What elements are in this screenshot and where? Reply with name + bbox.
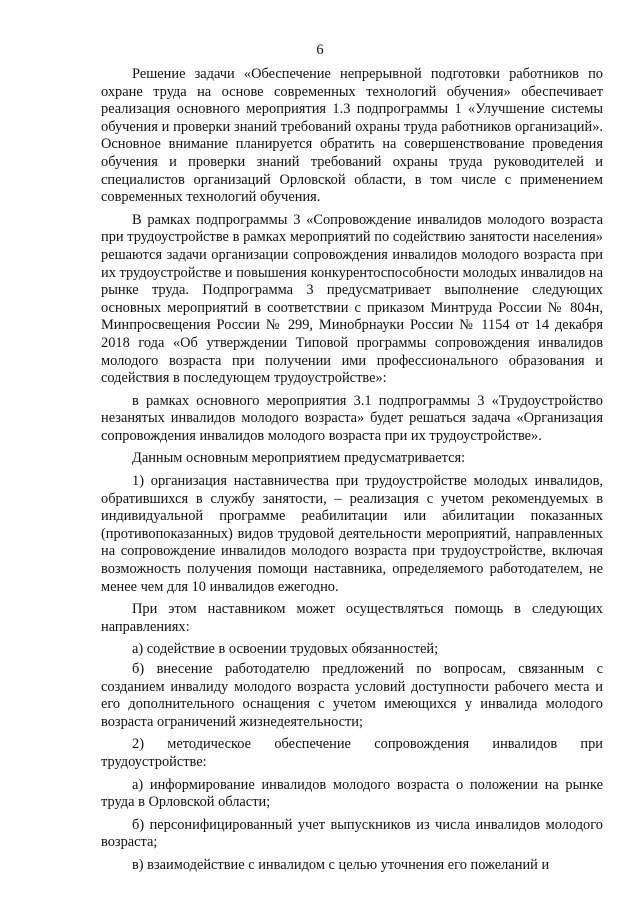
- list-item-b-proposals: б) внесение работодателю предложений по вопросам, связанным с созданием инвалиду молодого возраста условий доступности рабочего места и его дополнительного оснащения с учетом имеющихся у инвалида молодого возраста ограничений жизнедеятельности;: [101, 661, 603, 730]
- paragraph-activity-3-1: в рамках основного мероприятия 3.1 подпрограммы 3 «Трудоустройство незанятых инвалидов молодого возраста» будет решаться задача «Организация сопровождения инвалидов молодого возраста при их трудоустройстве».: [101, 392, 603, 444]
- paragraph-mentor-directions: При этом наставником может осуществляться помощь в следующих направлениях:: [101, 601, 603, 635]
- page-number: 6: [316, 42, 324, 58]
- paragraph-methodical-support: 2) методическое обеспечение сопровождения инвалидов при трудоустройстве:: [101, 736, 603, 770]
- paragraph-activity-provides: Данным основным мероприятием предусматривается:: [132, 450, 466, 467]
- list-item-a-duties: а) содействие в освоении трудовых обязанностей;: [132, 641, 439, 658]
- paragraph-training-task: Решение задачи «Обеспечение непрерывной подготовки работников по охране труда на основе современных технологий обучения» обеспечивает реализация основного мероприятия 1.3 подпрограммы 1 «Улучшение системы обучения и проверки знаний требований охраны труда работников организаций». Основное внимание планируется обратить на совершенствование проведения обучения и проверки знаний требований охраны труда руководителей и специалистов организаций Орловской области, в том числе с применением современных технологий обучения.: [101, 66, 603, 206]
- paragraph-subprogram-3: В рамках подпрограммы 3 «Сопровождение инвалидов молодого возраста при трудоустройстве в рамках мероприятий по содействию занятости населения» решаются задачи организации сопровождения инвалидов молодого возраста при их трудоустройстве и повышения конкурентоспособности молодых инвалидов на рынке труда. Подпрограмма 3 предусматривает выполнение следующих основных мероприятий в соответствии с приказом Минтруда России № 804н, Минпросвещения России № 299, Минобрнауки России № 1154 от 14 декабря 2018 года «Об утверждении Типовой программы сопровождения инвалидов молодого возраста при получении ими профессионального образования и содействия в последующем трудоустройстве»:: [101, 211, 603, 387]
- list-item-a-informing: а) информирование инвалидов молодого возраста о положении на рынке труда в Орловской области;: [101, 776, 603, 811]
- list-item-c-interaction: в) взаимодействие с инвалидом с целью уточнения его пожеланий и: [132, 856, 550, 873]
- document-body: [101, 66, 603, 880]
- paragraph-mentoring: 1) организация наставничества при трудоустройстве молодых инвалидов, обратившихся в службу занятости, – реализация с учетом рекомендуемых в индивидуальной программе реабилитации или абилитации показанных (противопоказанных) видов трудовой деятельности мероприятий, направленных на сопровождение инвалидов молодого возраста при трудоустройстве, включая возможность получения помощи наставника, определяемого работодателем, не менее чем для 10 инвалидов ежегодно.: [101, 473, 603, 595]
- list-item-b-accounting: б) персонифицированный учет выпускников из числа инвалидов молодого возраста;: [101, 816, 603, 851]
